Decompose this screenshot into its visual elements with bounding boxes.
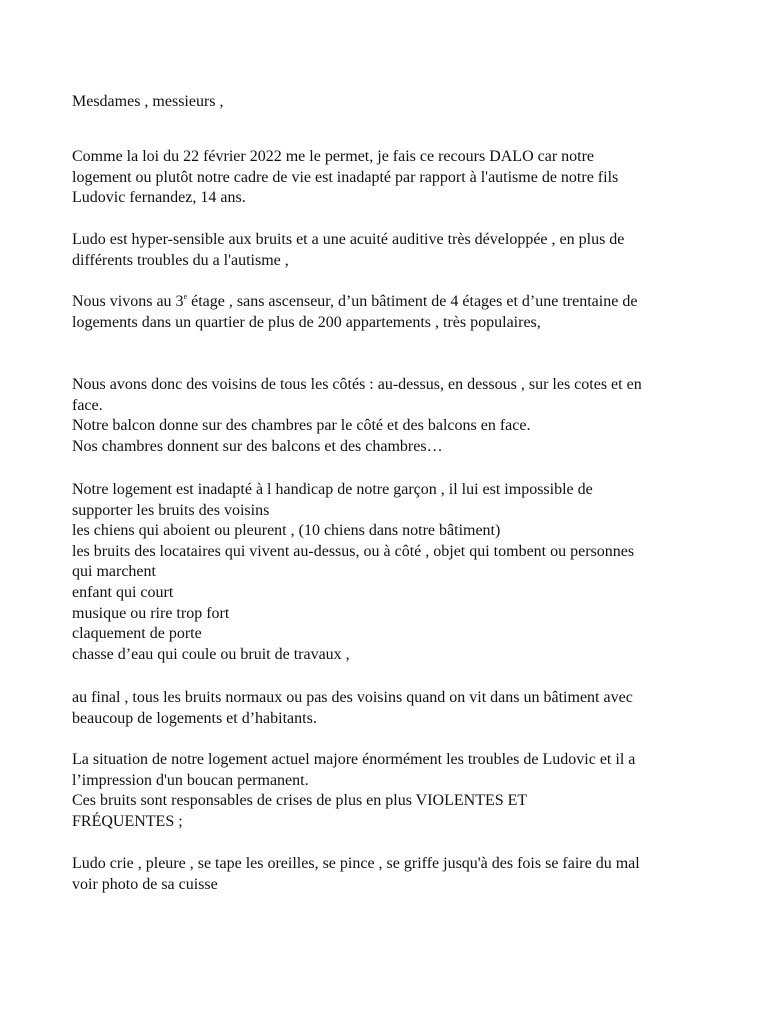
paragraph-1 xyxy=(72,147,712,209)
text-segment: étage , sans ascenseur, d’un bâtiment de 4 étages et d’une trentaine de xyxy=(187,293,638,310)
paragraph-line: musique ou rire trop fort xyxy=(72,604,230,622)
paragraph-line: Ludovic fernandez, 14 ans. xyxy=(72,189,246,207)
paragraph-line: Ludo est hyper-sensible aux bruits et a une acuité auditive très développée , en plus de xyxy=(72,231,625,248)
paragraph-line: Ces bruits sont responsables de crises de plus en plus VIOLENTES ET xyxy=(72,792,528,810)
paragraph-line: voir photo de sa cuisse xyxy=(72,875,218,893)
paragraph-2 xyxy=(72,230,712,271)
paragraph-line: La situation de notre logement actuel majore énormément les troubles de Ludovic et il a xyxy=(72,751,636,768)
paragraph-8 xyxy=(72,854,712,895)
paragraph-line: au final , tous les bruits normaux ou pas des voisins quand on vit dans un bâtiment avec xyxy=(72,689,633,706)
paragraph-line: Nos chambres donnent sur des balcons et des chambres… xyxy=(72,437,443,455)
paragraph-line xyxy=(72,292,712,313)
paragraph-line: logement ou plutôt notre cadre de vie est inadapté par rapport à l'autisme de notre fils xyxy=(72,168,619,186)
paragraph-6 xyxy=(72,688,712,729)
paragraph-line: chasse d’eau qui coule ou bruit de travaux , xyxy=(72,645,350,663)
paragraph-line: Notre logement est inadapté à l handicap de notre garçon , il lui est impossible de xyxy=(72,481,593,498)
paragraph-line: face. xyxy=(72,396,103,414)
paragraph-line: Nous avons donc des voisins de tous les côtés : au-dessus, en dessous , sur les cotes et en xyxy=(72,376,642,393)
paragraph-5 xyxy=(72,480,712,665)
salutation xyxy=(72,92,712,113)
paragraph-line: supporter les bruits des voisins xyxy=(72,501,270,519)
paragraph-line: enfant qui court xyxy=(72,583,174,601)
paragraph-line: l’impression d'un boucan permanent. xyxy=(72,771,309,789)
paragraph-7 xyxy=(72,750,712,832)
paragraph-line: logements dans un quartier de plus de 200 appartements , très populaires, xyxy=(72,313,541,331)
paragraph-line: Comme la loi du 22 février 2022 me le permet, je fais ce recours DALO car notre xyxy=(72,148,595,165)
ordinal-superscript: e xyxy=(183,291,188,301)
paragraph-line: Ludo crie , pleure , se tape les oreilles, se pince , se griffe jusqu'à des fois se faire du mal xyxy=(72,855,640,872)
paragraph-line: les bruits des locataires qui vivent au-dessus, ou à côté , objet qui tombent ou personnes xyxy=(72,542,635,560)
paragraph-line: qui marchent xyxy=(72,563,156,581)
paragraph-line: Notre balcon donne sur des chambres par le côté et des balcons en face. xyxy=(72,417,531,435)
text-segment: Nous vivons au 3 xyxy=(72,293,184,310)
paragraph-line: beaucoup de logements et d’habitants. xyxy=(72,709,317,727)
paragraph-4 xyxy=(72,375,712,457)
paragraph-line: claquement de porte xyxy=(72,625,202,643)
paragraph-line: différents troubles du a l'autisme , xyxy=(72,251,289,269)
salutation-line: Mesdames , messieurs , xyxy=(72,93,224,110)
paragraph-line: FRÉQUENTES ; xyxy=(72,812,183,830)
paragraph-3 xyxy=(72,292,712,333)
paragraph-line: les chiens qui aboient ou pleurent , (10 chiens dans notre bâtiment) xyxy=(72,522,501,540)
